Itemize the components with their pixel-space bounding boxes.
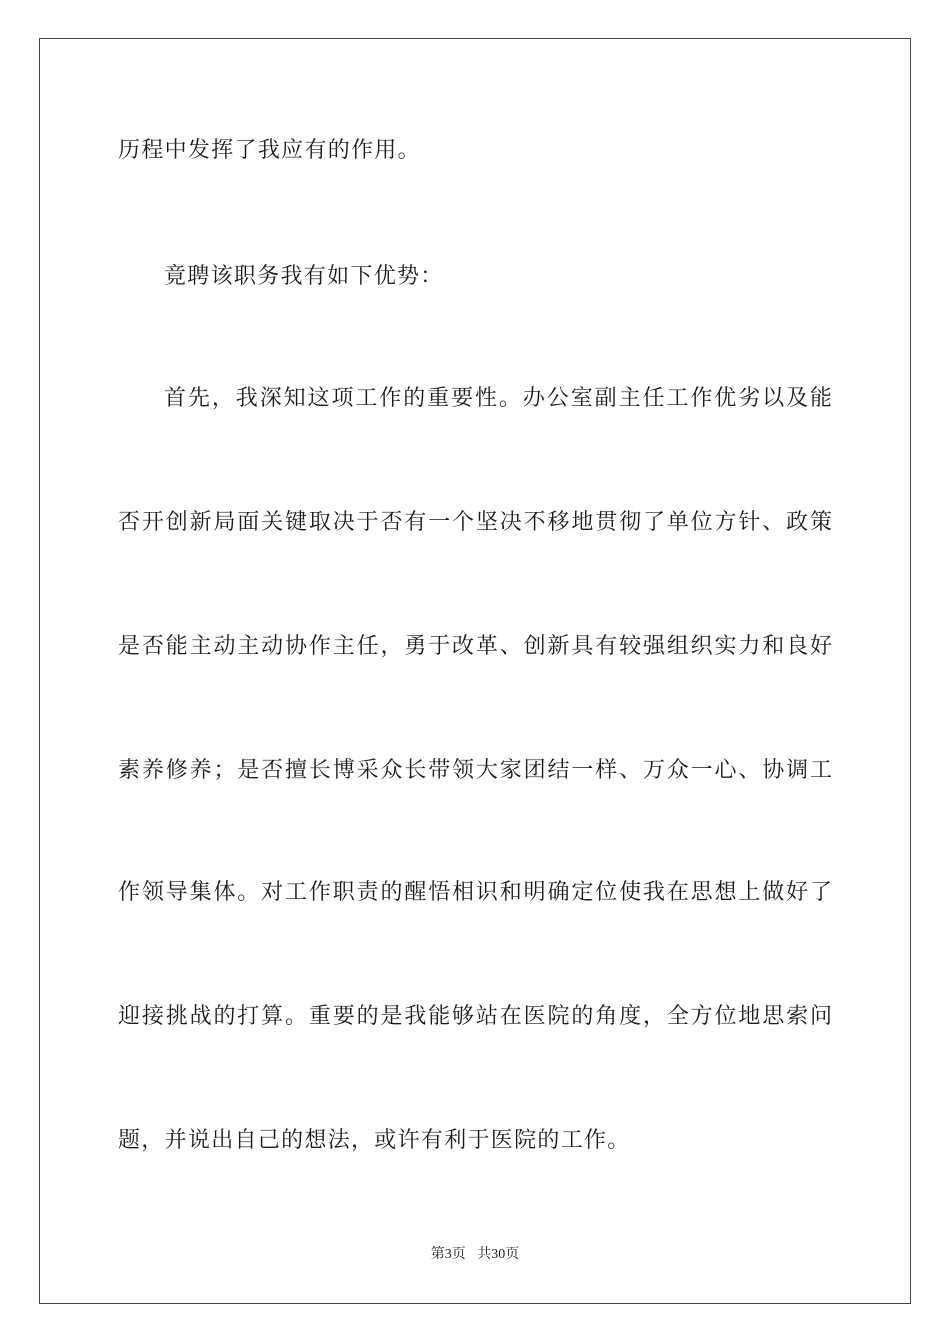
page-frame [39, 38, 911, 1304]
paragraph-line-4: 否开创新局面关键取决于否有一个坚决不移地贯彻了单位方针、政策 [118, 510, 832, 535]
paragraph-line-3: 首先，我深知这项工作的重要性。办公室副主任工作优劣以及能 [164, 386, 832, 411]
page-footer [0, 1246, 950, 1264]
paragraph-line-8: 迎接挑战的打算。重要的是我能够站在医院的角度，全方位地思索问 [118, 1004, 832, 1029]
paragraph-line-1: 历程中发挥了我应有的作用。 [118, 138, 421, 163]
page-total: 共30页 [477, 1247, 520, 1262]
paragraph-line-2: 竟聘该职务我有如下优势： [164, 264, 444, 289]
paragraph-line-5: 是否能主动主动协作主任，勇于改革、创新具有较强组织实力和良好 [118, 634, 832, 659]
paragraph-line-7: 作领导集体。对工作职责的醒悟相识和明确定位使我在思想上做好了 [118, 880, 832, 905]
page-number: 第3页 [430, 1247, 466, 1262]
paragraph-line-9: 题，并说出自己的想法，或许有利于医院的工作。 [118, 1128, 631, 1153]
paragraph-line-6: 素养修养；是否擅长博采众长带领大家团结一样、万众一心、协调工 [118, 758, 832, 783]
